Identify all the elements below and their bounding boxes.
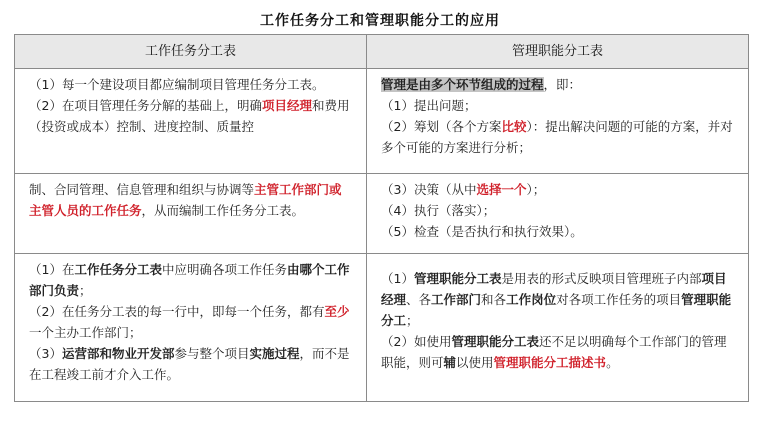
text: ）； — [526, 182, 546, 197]
bold-text: 工作部门 — [431, 292, 482, 307]
text: 和费用（投资或成本）控制、进度控制、质量控 — [29, 98, 350, 134]
text: 制、合同管理、信息管理和组织与协调等 — [29, 182, 255, 197]
paragraph — [29, 179, 354, 221]
text: ，从而编制工作任务分工表。 — [141, 203, 305, 218]
highlight-text: 比较 — [501, 119, 527, 134]
text: 是用表的形式反映项目管理班子内部 — [501, 271, 702, 286]
paragraph: （1）提出问题； — [381, 98, 477, 113]
highlight-text: 管理职能分工描述书 — [493, 355, 607, 370]
text: （2）如使用 — [381, 334, 452, 349]
bold-text: 工作岗位 — [506, 292, 557, 307]
text: 对各项工作任务的项目 — [556, 292, 682, 307]
text: （3） — [29, 346, 62, 361]
text: ； — [406, 313, 419, 328]
header-row — [15, 35, 749, 69]
paragraph: （1）每一个建设项目都应编制项目管理任务分工表。 — [29, 77, 325, 92]
text: 参与整个项目 — [174, 346, 250, 361]
header-right: 管理职能分工表 — [367, 35, 749, 69]
table-row — [15, 254, 749, 402]
cell-right-1 — [367, 69, 749, 174]
highlighted-phrase: 管理是由多个环节组成的过程 — [381, 77, 544, 92]
text: ，即： — [543, 77, 582, 92]
bold-text: 管理职能分工 — [381, 292, 732, 328]
highlight-text: 选择一个 — [476, 182, 527, 197]
page-title: 工作任务分工和管理职能分工的应用 — [260, 13, 500, 29]
comparison-table — [14, 34, 749, 402]
paragraph: （5）检查（是否执行和执行效果）。 — [381, 224, 583, 239]
bold-text: 项目经理 — [381, 271, 727, 307]
cell-right-2 — [367, 174, 749, 254]
paragraph — [381, 74, 736, 95]
paragraph — [381, 116, 736, 158]
table-row — [15, 69, 749, 174]
highlight-text: 项目经理 — [261, 98, 312, 113]
paragraph — [381, 179, 736, 200]
text: 。 — [606, 355, 619, 370]
paragraph — [381, 331, 736, 373]
paragraph: （4）执行（落实）； — [381, 203, 496, 218]
bold-text: 辅 — [443, 355, 457, 370]
text: ）：提出解决问题的可能的方案，并对多个可能的方案进行分析； — [381, 119, 733, 155]
table-row — [15, 174, 749, 254]
text: （3）决策（从中 — [381, 182, 477, 197]
cell-left-3 — [15, 254, 367, 402]
paragraph — [29, 259, 354, 301]
text: ； — [79, 283, 92, 298]
bold-text: 由哪个工作部门负责 — [29, 262, 350, 298]
text: 一个主办工作部门； — [29, 325, 142, 340]
bold-text: 实施过程 — [249, 346, 300, 361]
text: （2）在项目管理任务分解的基础上，明确 — [29, 98, 262, 113]
paragraph — [29, 301, 354, 343]
text: 中应明确各项工作任务 — [161, 262, 287, 277]
cell-left-2 — [15, 174, 367, 254]
text: ，而不是在工程竣工前才介入工作。 — [29, 346, 350, 382]
bold-text: 运营部和物业开发部 — [61, 346, 175, 361]
text: （2）在任务分工表的每一行中，即每一个任务，都有 — [29, 304, 325, 319]
paragraph — [29, 95, 354, 137]
cell-left-1 — [15, 69, 367, 174]
header-left: 工作任务分工表 — [15, 35, 367, 69]
text: 还不足以明确每个工作部门的管理职能，则可 — [381, 334, 727, 370]
cell-right-3 — [367, 254, 749, 402]
paragraph — [381, 268, 736, 331]
bold-text: 工作任务分工表 — [74, 262, 162, 277]
bold-text: 管理职能分工表 — [451, 334, 539, 349]
highlight-text: 主管工作部门或主管人员的工作任务 — [29, 182, 342, 218]
text: 、各 — [406, 292, 432, 307]
text: 和各 — [481, 292, 507, 307]
bold-text: 管理职能分工表 — [413, 271, 502, 286]
text: （2）筹划（各个方案 — [381, 119, 502, 134]
highlight-text: 至少 — [324, 304, 350, 319]
paragraph — [29, 343, 354, 385]
text: 以使用 — [456, 355, 494, 370]
text: （1） — [381, 271, 414, 286]
text: （1）在 — [29, 262, 75, 277]
